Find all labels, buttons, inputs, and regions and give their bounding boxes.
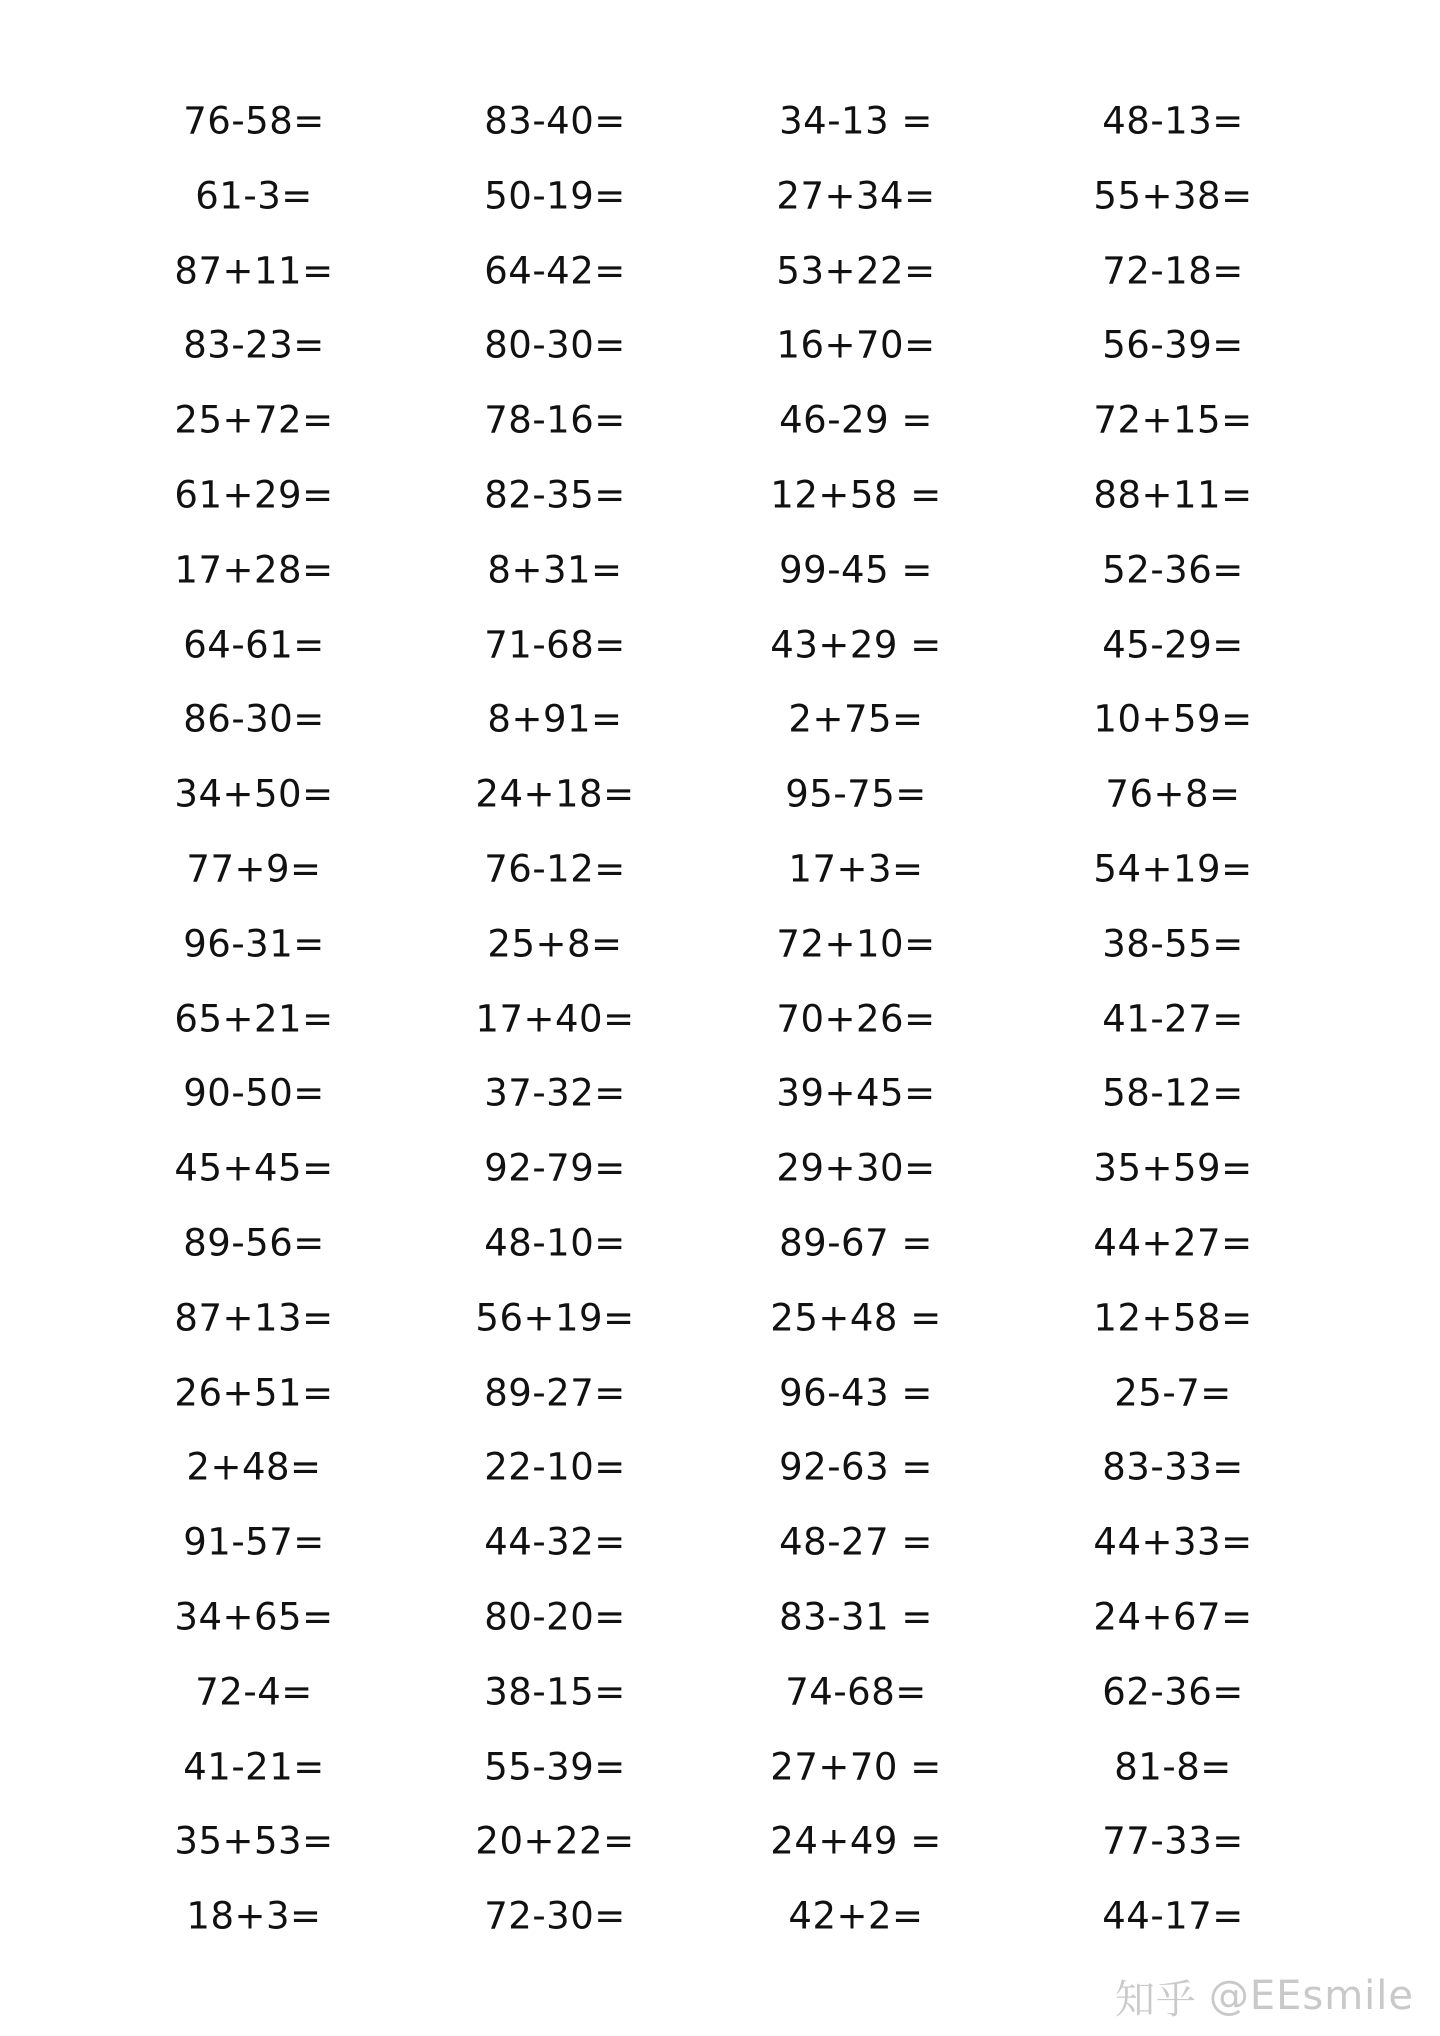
problem-item: 71-68= xyxy=(484,623,626,667)
problem-item: 88+11= xyxy=(1093,473,1253,517)
problem-item: 87+11= xyxy=(174,249,334,293)
problem-item: 72-4= xyxy=(195,1670,313,1714)
problem-item: 48-10= xyxy=(484,1221,626,1265)
problem-item: 37-32= xyxy=(484,1071,626,1115)
problem-item: 34+65= xyxy=(174,1595,334,1639)
problem-item: 45+45= xyxy=(174,1146,334,1190)
problem-item: 92-79= xyxy=(484,1146,626,1190)
problem-item: 86-30= xyxy=(183,697,325,741)
problem-item: 25+8= xyxy=(487,922,623,966)
problem-item: 27+34= xyxy=(776,174,936,218)
problem-item: 65+21= xyxy=(174,997,334,1041)
problem-item: 44-17= xyxy=(1102,1894,1244,1938)
problem-item: 25+48 = xyxy=(770,1296,942,1340)
problem-item: 16+70= xyxy=(776,323,936,367)
problem-item: 72+10= xyxy=(776,922,936,966)
problem-item: 45-29= xyxy=(1102,623,1244,667)
problem-item: 38-15= xyxy=(484,1670,626,1714)
problem-item: 24+67= xyxy=(1093,1595,1253,1639)
problem-item: 44+33= xyxy=(1093,1520,1253,1564)
problem-item: 92-63 = xyxy=(779,1445,933,1489)
problem-item: 56+19= xyxy=(475,1296,635,1340)
problem-item: 72-30= xyxy=(484,1894,626,1938)
problem-item: 55+38= xyxy=(1093,174,1253,218)
problem-item: 95-75= xyxy=(785,772,927,816)
problem-item: 41-27= xyxy=(1102,997,1244,1041)
problem-item: 48-27 = xyxy=(779,1520,933,1564)
problem-item: 91-57= xyxy=(183,1520,325,1564)
problem-item: 2+75= xyxy=(788,697,924,741)
problem-item: 78-16= xyxy=(484,398,626,442)
problem-item: 72-18= xyxy=(1102,249,1244,293)
problem-item: 26+51= xyxy=(174,1371,334,1415)
problem-item: 12+58= xyxy=(1093,1296,1253,1340)
problem-item: 76-58= xyxy=(183,99,325,143)
problem-item: 8+31= xyxy=(487,548,623,592)
problem-item: 17+3= xyxy=(788,847,924,891)
problem-item: 24+18= xyxy=(475,772,635,816)
problem-item: 64-61= xyxy=(183,623,325,667)
problem-item: 38-55= xyxy=(1102,922,1244,966)
problem-item: 17+40= xyxy=(475,997,635,1041)
problem-item: 87+13= xyxy=(174,1296,334,1340)
problem-item: 83-31 = xyxy=(779,1595,933,1639)
problem-item: 42+2= xyxy=(788,1894,924,1938)
problem-item: 44-32= xyxy=(484,1520,626,1564)
watermark xyxy=(1115,1968,1414,2024)
problem-item: 56-39= xyxy=(1102,323,1244,367)
problem-item: 61-3= xyxy=(195,174,313,218)
problem-item: 25+72= xyxy=(174,398,334,442)
problem-item: 64-42= xyxy=(484,249,626,293)
problem-item: 22-10= xyxy=(484,1445,626,1489)
problem-item: 52-36= xyxy=(1102,548,1244,592)
problem-item: 74-68= xyxy=(785,1670,927,1714)
problem-item: 76+8= xyxy=(1105,772,1241,816)
problem-item: 96-43 = xyxy=(779,1371,933,1415)
problem-item: 81-8= xyxy=(1114,1745,1232,1789)
problem-item: 90-50= xyxy=(183,1071,325,1115)
problem-item: 35+53= xyxy=(174,1819,334,1863)
problem-item: 53+22= xyxy=(776,249,936,293)
problem-item: 99-45 = xyxy=(779,548,933,592)
problem-item: 72+15= xyxy=(1093,398,1253,442)
problem-item: 89-67 = xyxy=(779,1221,933,1265)
problem-item: 80-30= xyxy=(484,323,626,367)
problem-item: 41-21= xyxy=(183,1745,325,1789)
problem-item: 12+58 = xyxy=(770,473,942,517)
problem-item: 20+22= xyxy=(475,1819,635,1863)
problem-item: 89-56= xyxy=(183,1221,325,1265)
problem-item: 89-27= xyxy=(484,1371,626,1415)
problem-item: 77-33= xyxy=(1102,1819,1244,1863)
problem-item: 76-12= xyxy=(484,847,626,891)
problem-item: 27+70 = xyxy=(770,1745,942,1789)
problem-item: 83-40= xyxy=(484,99,626,143)
problem-item: 46-29 = xyxy=(779,398,933,442)
problem-item: 83-33= xyxy=(1102,1445,1244,1489)
problem-item: 61+29= xyxy=(174,473,334,517)
problem-item: 96-31= xyxy=(183,922,325,966)
problem-item: 62-36= xyxy=(1102,1670,1244,1714)
problem-item: 83-23= xyxy=(183,323,325,367)
problem-item: 34-13 = xyxy=(779,99,933,143)
problem-item: 55-39= xyxy=(484,1745,626,1789)
problem-item: 82-35= xyxy=(484,473,626,517)
problem-item: 48-13= xyxy=(1102,99,1244,143)
problem-item: 54+19= xyxy=(1093,847,1253,891)
problem-item: 29+30= xyxy=(776,1146,936,1190)
problem-item: 2+48= xyxy=(186,1445,322,1489)
problem-item: 58-12= xyxy=(1102,1071,1244,1115)
problem-item: 25-7= xyxy=(1114,1371,1232,1415)
problem-item: 35+59= xyxy=(1093,1146,1253,1190)
problem-item: 39+45= xyxy=(776,1071,936,1115)
problem-item: 43+29 = xyxy=(770,623,942,667)
problem-item: 80-20= xyxy=(484,1595,626,1639)
problem-item: 18+3= xyxy=(186,1894,322,1938)
problem-item: 10+59= xyxy=(1093,697,1253,741)
watermark-author: @EEsmile xyxy=(1208,1973,1414,2019)
problem-item: 70+26= xyxy=(776,997,936,1041)
problem-item: 34+50= xyxy=(174,772,334,816)
problem-item: 8+91= xyxy=(487,697,623,741)
problem-item: 44+27= xyxy=(1093,1221,1253,1265)
problem-item: 24+49 = xyxy=(770,1819,942,1863)
problem-item: 50-19= xyxy=(484,174,626,218)
watermark-site: 知乎 xyxy=(1114,1976,1197,2023)
problem-item: 17+28= xyxy=(174,548,334,592)
problem-item: 77+9= xyxy=(186,847,322,891)
